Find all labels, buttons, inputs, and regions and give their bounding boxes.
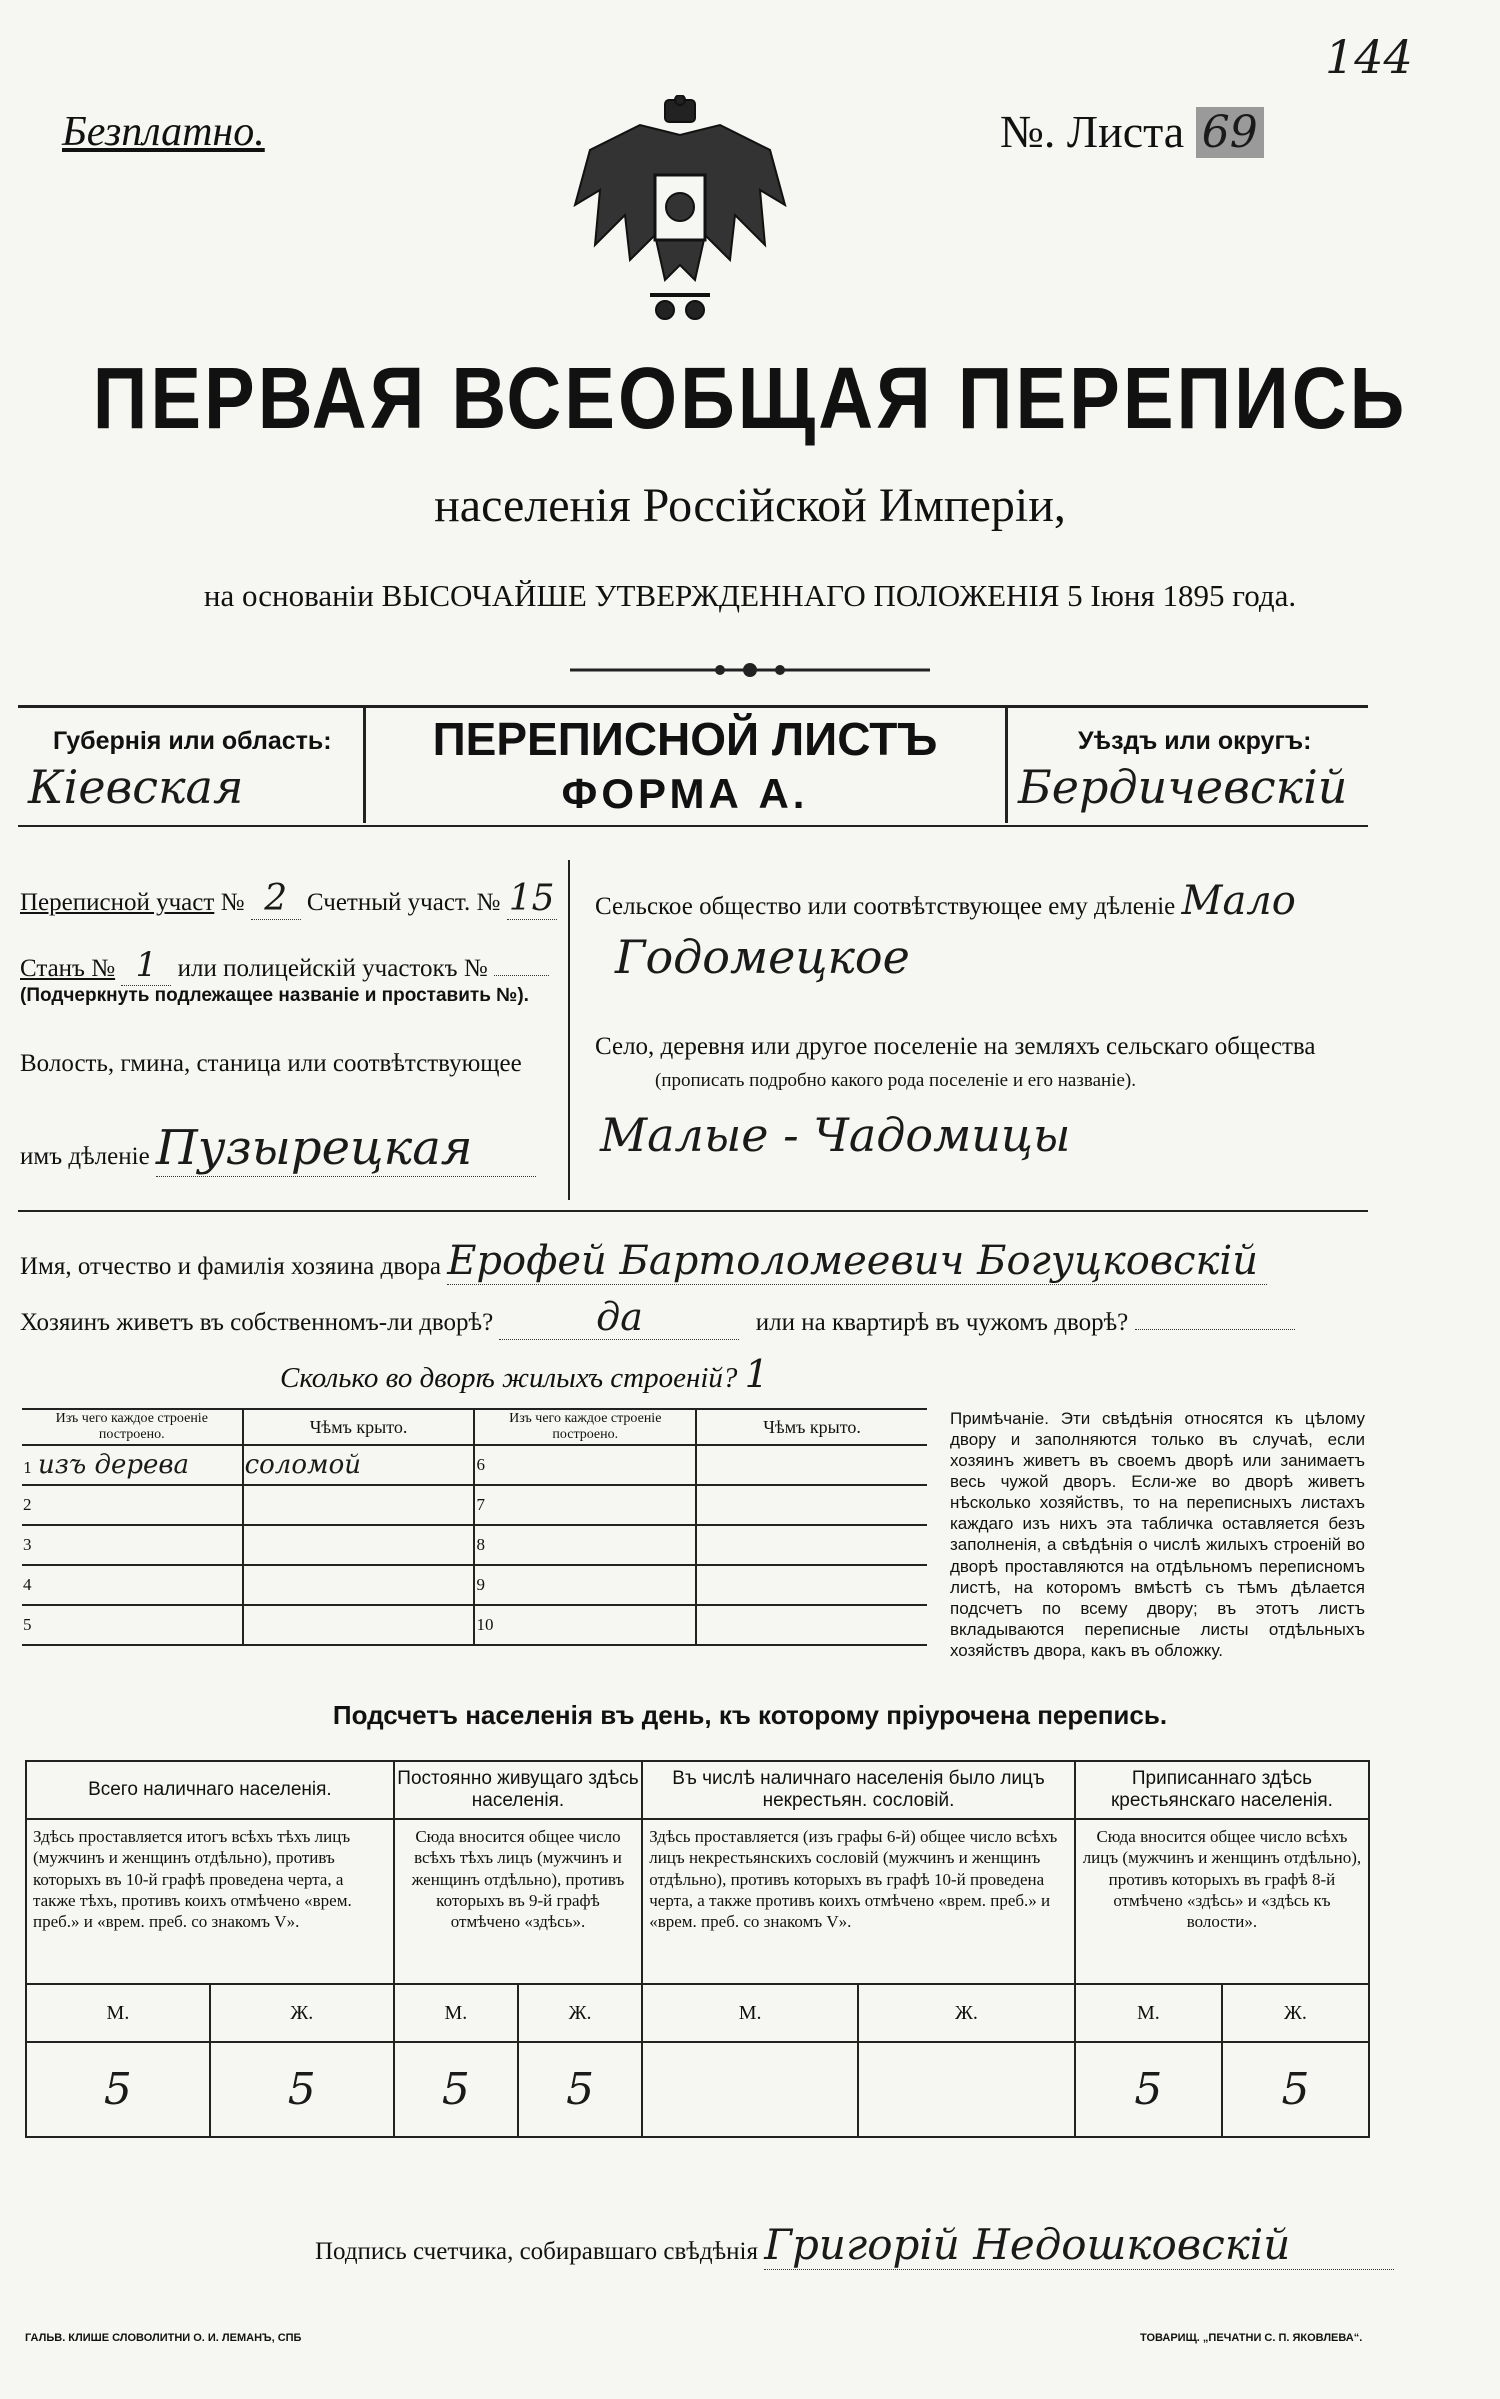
form-subtitle: ФОРМА А. — [561, 770, 809, 817]
page-subtitle: населенія Россійской Имперіи, — [434, 479, 1066, 532]
owner-row: Имя, отчество и фамилія хозяина двора Ерофей Бартоломеевич Богуцковскій — [20, 1238, 1267, 1285]
society-value-1: Мало — [1181, 878, 1296, 924]
pop-value — [642, 2042, 858, 2137]
buildings-row: Сколько во дворѣ жилыхъ строеній? 1 — [280, 1352, 769, 1396]
sheet-number-value: 69 — [1196, 107, 1264, 158]
pop-value: 5 — [1222, 2042, 1369, 2137]
gubernia-label: Губернія или область: — [53, 727, 332, 755]
stan-value: 1 — [121, 945, 171, 986]
stan-row: Станъ № 1 или полицейскій участокъ № — [20, 945, 549, 986]
pop-value: 5 — [26, 2042, 210, 2137]
male-label: М. — [394, 1984, 518, 2042]
owner-value: Ерофей Бартоломеевич Богуцковскій — [447, 1238, 1267, 1285]
female-label: Ж. — [518, 1984, 642, 2042]
lives-value: да — [499, 1295, 739, 1340]
signature-row: Подпись счетчика, собиравшаго свѣдѣнія Григорій Недошковскій — [315, 2220, 1394, 2270]
signature-value: Григорій Недошковскій — [764, 2220, 1394, 2270]
middle-rule — [18, 1210, 1368, 1212]
pop-value: 5 — [1075, 2042, 1222, 2137]
uchastok-row: Переписной участ № 2 Счетный участ. № 15 — [20, 878, 557, 920]
female-label: Ж. — [210, 1984, 394, 2042]
footer-left: ГАЛЬВ. КЛИШЕ СЛОВОЛИТНИ О. И. ЛЕМАНЪ, СПБ — [25, 2332, 302, 2344]
population-table — [25, 1760, 1370, 2138]
free-label: Безплатно. — [62, 109, 265, 155]
schet-value: 15 — [507, 878, 557, 920]
gubernia-box — [18, 705, 366, 823]
section-divider — [568, 860, 570, 1200]
header-bottom-rule — [18, 825, 1368, 827]
footer-right: ТОВАРИЩ. „ПЕЧАТНИ С. П. ЯКОВЛЕВА“. — [1140, 2332, 1363, 2344]
ornament-divider-icon — [570, 655, 930, 685]
male-label: М. — [1075, 1984, 1222, 2042]
village-label: Село, деревня или другое поселеніе на земляхъ сельскаго общества — [595, 1033, 1316, 1060]
buildings-table: Изъ чего каждое строеніе построено. Чѣмъ крыто. Изъ чего каждое строеніе построено. Чѣмъ крыто. 1 изъ дерева соломой 6 2 7 3 8 4 9 5 10 — [22, 1408, 927, 1646]
village-note: (прописать подробно какого рода поселеніе и его названіе). — [655, 1070, 1136, 1091]
pop-description: Сюда вносится общее число всѣхъ лицъ (мужчинъ и женщинъ отдѣльно), противъ которыхъ въ графѣ 8-й отмѣчено «здѣсь» и «здѣсь къ волости». — [1075, 1819, 1369, 1984]
pop-description: Сюда вносится общее число всѣхъ тѣхъ лицъ (мужчинъ и женщинъ отдѣльно), противъ которыхъ въ 9-й графѣ отмѣчено «здѣсь». — [394, 1819, 642, 1984]
lives-row: Хозяинъ живетъ въ собственномъ-ли дворѣ? да или на квартирѣ въ чужомъ дворѣ? — [20, 1295, 1295, 1340]
note-paragraph: Примѣчаніе. Эти свѣдѣнія относятся къ цѣлому двору и заполняются только въ случаѣ, если хозяинъ живетъ въ своемъ дворѣ или занимаетъ весь чужой дворъ. Если-же во дворѣ живетъ нѣсколько хозяйствъ, то на переписныхъ листахъ каждаго изъ нихъ эта табличка оставляется безъ заполненія, а свѣдѣнія о числѣ жилыхъ строеній во дворѣ проставляются на отдѣльномъ переписномъ листѣ, на которомъ вмѣстѣ съ тѣмъ дѣлается подсчетъ по всему двору; въ этотъ листъ вкладываются переписные листы отдѣльныхъ хозяйствъ двора, какъ въ обложку. — [950, 1409, 1365, 1660]
uezd-box — [1005, 705, 1368, 823]
table-row: 1 изъ дерева соломой 6 — [22, 1445, 927, 1485]
volost-label: Волость, гмина, станица или соотвѣтствующее — [20, 1050, 522, 1077]
coat-of-arms-icon — [570, 95, 790, 330]
page-title: ПЕРВАЯ ВСЕОБЩАЯ ПЕРЕПИСЬ — [92, 349, 1408, 448]
society-value-2: Годомецкое — [615, 930, 910, 984]
form-title: ПЕРЕПИСНОЙ ЛИСТЪ — [432, 713, 938, 765]
sheet-number-label: №. Листа 69 — [1000, 105, 1264, 158]
pop-description: Здѣсь проставляется (изъ графы 6-й) общее число всѣхъ лицъ некрестьянскихъ сословій (мужчинъ и женщинъ отдѣльно), противъ которыхъ въ графѣ 10-й проведена черта, а также противъ коихъ отмѣчено «врем. преб.» и «врем. преб. со знакомъ V». — [642, 1819, 1075, 1984]
male-label: М. — [26, 1984, 210, 2042]
gubernia-value: Кіевская — [28, 760, 244, 814]
archive-number: 144 — [1325, 30, 1413, 84]
pop-value: 5 — [210, 2042, 394, 2137]
pop-description: Здѣсь проставляется итогъ всѣхъ тѣхъ лицъ (мужчинъ и женщинъ отдѣльно), противъ которыхъ въ 10-й графѣ проведена черта, а также тѣхъ, противъ коихъ отмѣчено «врем. преб.» и «врем. преб. со знакомъ V». — [26, 1819, 394, 1984]
volost-row: имъ дѣленіе Пузырецкая — [20, 1120, 536, 1177]
underline-note: (Подчеркнуть подлежащее названіе и проставить №). — [20, 985, 529, 1006]
pop-value — [858, 2042, 1075, 2137]
title-basis: на основаніи ВЫСОЧАЙШЕ УТВЕРЖДЕННАГО ПОЛОЖЕНІЯ 5 Іюня 1895 года. — [203, 578, 1297, 613]
table-row: 2 7 — [22, 1485, 927, 1525]
village-value: Малые - Чадомицы — [600, 1108, 1071, 1162]
uezd-value: Бердичевскій — [1018, 760, 1348, 814]
pop-header: Въ числѣ наличнаго населенія было лицъ некрестьян. сословій. — [642, 1761, 1075, 1819]
pop-value: 5 — [518, 2042, 642, 2137]
male-label: М. — [642, 1984, 858, 2042]
female-label: Ж. — [1222, 1984, 1369, 2042]
buildings-value: 1 — [744, 1352, 769, 1396]
pop-value: 5 — [394, 2042, 518, 2137]
table-row: 3 8 — [22, 1525, 927, 1565]
pop-header: Приписаннаго здѣсь крестьянскаго населенія. — [1075, 1761, 1369, 1819]
pop-header: Постоянно живущаго здѣсь населенія. — [394, 1761, 642, 1819]
female-label: Ж. — [858, 1984, 1075, 2042]
table-row: 5 10 — [22, 1605, 927, 1645]
volost-value: Пузырецкая — [156, 1120, 536, 1177]
uchastok-value: 2 — [251, 878, 301, 920]
society-row: Сельское общество или соотвѣтствующее ему дѣленіе Мало — [595, 878, 1296, 924]
pop-header: Всего наличнаго населенія. — [26, 1761, 394, 1819]
population-title: Подсчетъ населенія въ день, къ которому пріурочена перепись. — [332, 1700, 1168, 1730]
uezd-label: Уѣздъ или округъ: — [1078, 727, 1312, 755]
table-row: 4 9 — [22, 1565, 927, 1605]
